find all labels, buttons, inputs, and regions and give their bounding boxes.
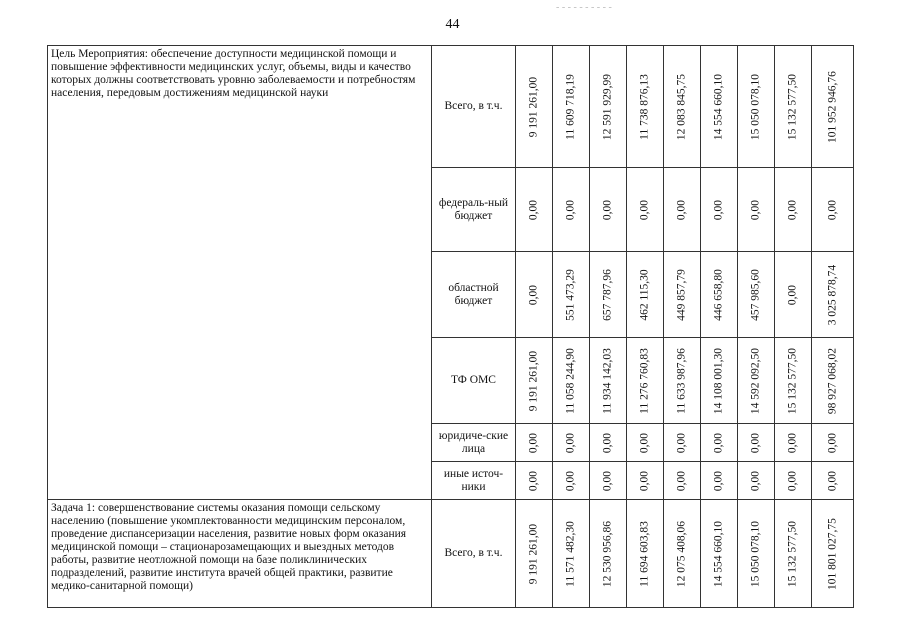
amount-value: 0,00 xyxy=(826,470,838,491)
amount-value: 0,00 xyxy=(564,432,577,453)
amount-value: 0,00 xyxy=(786,284,799,305)
amount-cell xyxy=(775,338,812,424)
amount-cell xyxy=(553,168,590,252)
amount-value: 15 050 078,10 xyxy=(749,520,762,587)
amount-value: 11 571 482,30 xyxy=(564,520,577,587)
amount-value: 0,00 xyxy=(638,199,651,220)
amount-value: 14 554 660,10 xyxy=(712,520,725,587)
amount-value: 0,00 xyxy=(786,432,799,453)
amount-value: 0,00 xyxy=(638,432,651,453)
amount-cell xyxy=(664,500,701,608)
amount-value: 0,00 xyxy=(826,199,838,220)
amount-cell xyxy=(516,500,553,608)
funding-source-label: областной бюджет xyxy=(432,252,516,338)
amount-cell xyxy=(516,252,553,338)
scan-artifact: - - - - - - - - - - xyxy=(556,2,612,13)
amount-cell xyxy=(627,338,664,424)
amount-cell xyxy=(516,462,553,500)
amount-value: 0,00 xyxy=(749,470,762,491)
amount-cell xyxy=(701,462,738,500)
amount-value: 0,00 xyxy=(826,432,838,453)
amount-value: 11 058 244,90 xyxy=(564,347,577,414)
amount-cell xyxy=(590,168,627,252)
amount-value: 98 927 068,02 xyxy=(826,347,838,414)
amount-cell xyxy=(812,338,854,424)
amount-value: 11 934 142,03 xyxy=(601,347,614,414)
task1-description: Задача 1: совершенствование системы оказания помощи сельскому населению (повышение укомплектованности медицинским персоналом, проведение диспансеризации населения, развитие новых форм оказания медицинской помощи – стационарозамещающих и выездных методов работы, развитие неотложной помощи на базе поликлинических подразделений, развитие института врачей общей практики, развитие медико-санитарной помощи) xyxy=(48,500,432,608)
amount-value: 0,00 xyxy=(786,199,799,220)
amount-cell xyxy=(664,46,701,168)
amount-cell xyxy=(590,500,627,608)
amount-cell xyxy=(516,424,553,462)
amount-cell xyxy=(553,424,590,462)
amount-value: 449 857,79 xyxy=(675,268,688,321)
amount-cell xyxy=(738,168,775,252)
amount-cell xyxy=(701,46,738,168)
amount-value: 11 609 718,19 xyxy=(564,73,577,140)
amount-value: 0,00 xyxy=(712,199,725,220)
amount-cell xyxy=(516,46,553,168)
amount-value: 0,00 xyxy=(675,470,688,491)
funding-source-label: иные источ-ники xyxy=(432,462,516,500)
amount-value: 101 952 946,76 xyxy=(826,70,838,143)
amount-value: 12 530 956,86 xyxy=(601,520,614,587)
amount-value: 0,00 xyxy=(601,199,614,220)
amount-cell xyxy=(812,46,854,168)
amount-cell xyxy=(664,252,701,338)
amount-cell xyxy=(812,424,854,462)
amount-cell xyxy=(553,338,590,424)
amount-cell xyxy=(627,46,664,168)
amount-value: 12 591 929,99 xyxy=(601,73,614,140)
amount-cell xyxy=(516,338,553,424)
funding-source-label: Всего, в т.ч. xyxy=(432,46,516,168)
amount-cell xyxy=(812,252,854,338)
amount-cell xyxy=(627,462,664,500)
amount-value: 0,00 xyxy=(675,199,688,220)
amount-cell xyxy=(627,252,664,338)
amount-value: 0,00 xyxy=(601,470,614,491)
amount-value: 9 191 261,00 xyxy=(527,523,540,584)
amount-cell xyxy=(590,462,627,500)
amount-cell xyxy=(738,424,775,462)
amount-cell xyxy=(664,338,701,424)
amount-cell xyxy=(701,500,738,608)
amount-value: 12 083 845,75 xyxy=(675,73,688,140)
funding-source-label: федераль-ный бюджет xyxy=(432,168,516,252)
amount-cell xyxy=(664,168,701,252)
amount-value: 0,00 xyxy=(527,199,540,220)
amount-value: 0,00 xyxy=(786,470,799,491)
amount-value: 11 633 987,96 xyxy=(675,347,688,414)
amount-value: 12 075 408,06 xyxy=(675,520,688,587)
amount-cell xyxy=(553,46,590,168)
amount-cell xyxy=(664,462,701,500)
funding-source-label: юридиче-ские лица xyxy=(432,424,516,462)
amount-value: 14 592 092,50 xyxy=(749,347,762,414)
amount-cell xyxy=(553,462,590,500)
amount-value: 457 985,60 xyxy=(749,268,762,321)
funding-source-label: ТФ ОМС xyxy=(432,338,516,424)
amount-cell xyxy=(775,424,812,462)
amount-value: 0,00 xyxy=(712,470,725,491)
amount-cell xyxy=(590,46,627,168)
amount-value: 9 191 261,00 xyxy=(527,350,540,411)
amount-value: 0,00 xyxy=(527,432,540,453)
amount-cell xyxy=(590,424,627,462)
amount-cell xyxy=(627,424,664,462)
amount-cell xyxy=(590,252,627,338)
amount-cell xyxy=(738,252,775,338)
goal-description: Цель Мероприятия: обеспечение доступности медицинской помощи и повышение эффективности медицинских услуг, объемы, виды и качество которых должны соответствовать уровню заболеваемости и потребностям населения, передовым достижениям медицинской науки xyxy=(48,46,432,500)
amount-cell xyxy=(738,46,775,168)
page-number: 44 xyxy=(445,17,460,32)
amount-cell xyxy=(738,500,775,608)
amount-cell xyxy=(775,168,812,252)
amount-cell xyxy=(775,462,812,500)
amount-cell xyxy=(701,252,738,338)
amount-value: 657 787,96 xyxy=(601,268,614,321)
amount-cell xyxy=(812,462,854,500)
amount-cell xyxy=(553,500,590,608)
amount-value: 11 694 603,83 xyxy=(638,520,651,587)
amount-value: 11 738 876,13 xyxy=(638,73,651,140)
amount-cell xyxy=(590,338,627,424)
budget-table xyxy=(47,45,854,608)
amount-value: 0,00 xyxy=(601,432,614,453)
amount-cell xyxy=(738,338,775,424)
amount-value: 0,00 xyxy=(638,470,651,491)
amount-value: 15 132 577,50 xyxy=(786,347,799,414)
amount-value: 0,00 xyxy=(675,432,688,453)
amount-value: 446 658,80 xyxy=(712,268,725,321)
amount-value: 0,00 xyxy=(564,470,577,491)
amount-cell xyxy=(775,252,812,338)
amount-cell xyxy=(701,168,738,252)
amount-cell xyxy=(812,500,854,608)
amount-cell xyxy=(664,424,701,462)
amount-value: 3 025 878,74 xyxy=(826,264,838,325)
amount-value: 0,00 xyxy=(749,199,762,220)
amount-value: 0,00 xyxy=(527,284,540,305)
amount-cell xyxy=(701,338,738,424)
amount-value: 0,00 xyxy=(564,199,577,220)
task1-row xyxy=(48,500,854,608)
amount-value: 0,00 xyxy=(749,432,762,453)
amount-value: 11 276 760,83 xyxy=(638,347,651,414)
amount-value: 0,00 xyxy=(527,470,540,491)
funding-source-label: Всего, в т.ч. xyxy=(432,500,516,608)
amount-cell xyxy=(775,46,812,168)
amount-value: 462 115,30 xyxy=(638,268,651,321)
amount-cell xyxy=(627,500,664,608)
amount-value: 14 108 001,30 xyxy=(712,347,725,414)
amount-cell xyxy=(553,252,590,338)
amount-cell xyxy=(738,462,775,500)
goal-row xyxy=(48,46,854,168)
amount-value: 15 132 577,50 xyxy=(786,520,799,587)
amount-value: 15 132 577,50 xyxy=(786,73,799,140)
amount-cell xyxy=(701,424,738,462)
amount-value: 0,00 xyxy=(712,432,725,453)
amount-value: 551 473,29 xyxy=(564,268,577,321)
amount-value: 9 191 261,00 xyxy=(527,76,540,137)
amount-value: 14 554 660,10 xyxy=(712,73,725,140)
amount-cell xyxy=(627,168,664,252)
amount-value: 15 050 078,10 xyxy=(749,73,762,140)
amount-cell xyxy=(775,500,812,608)
amount-cell xyxy=(516,168,553,252)
amount-value: 101 801 027,75 xyxy=(826,517,838,590)
amount-cell xyxy=(812,168,854,252)
